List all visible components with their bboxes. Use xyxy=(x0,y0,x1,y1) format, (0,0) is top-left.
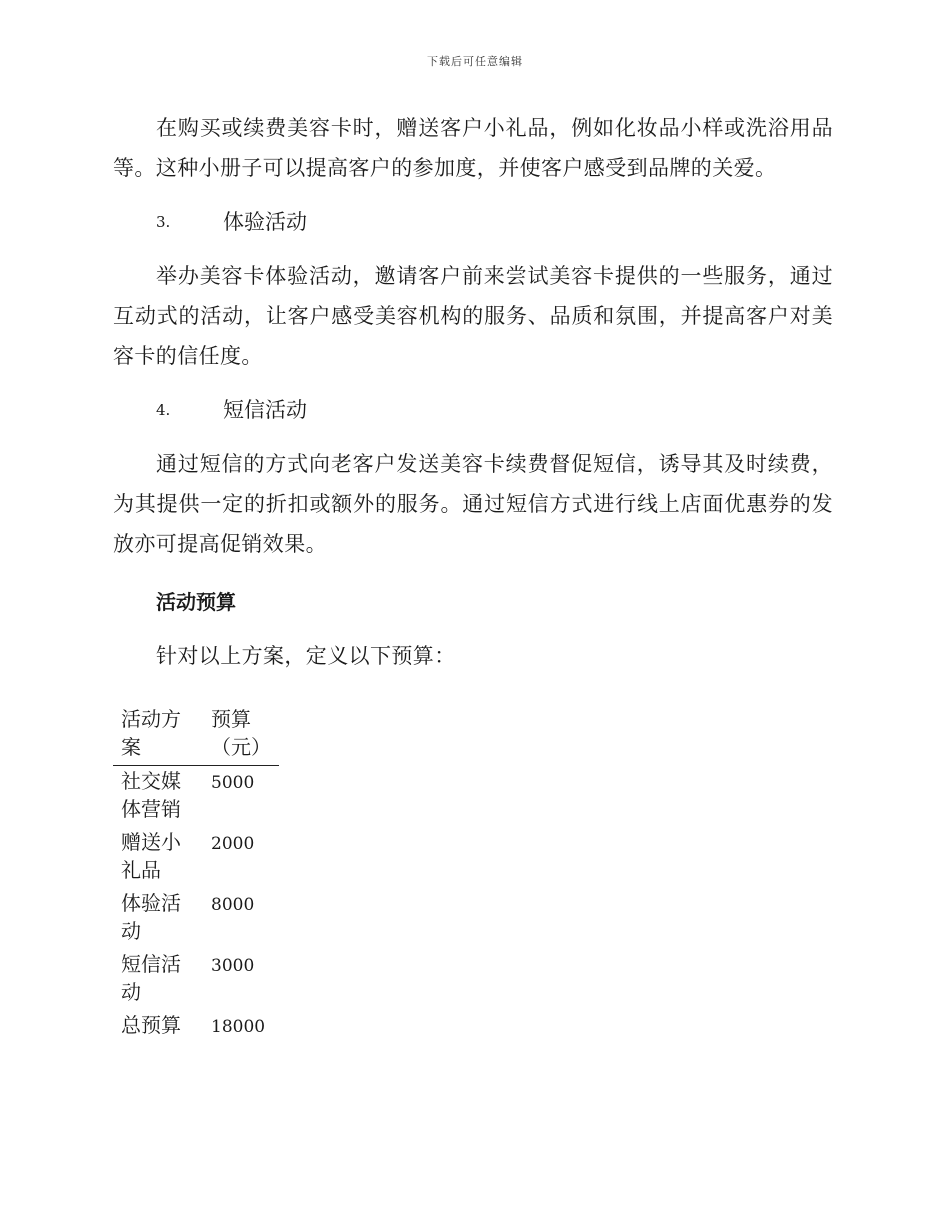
budget-intro: 针对以上方案，定义以下预算： xyxy=(156,644,456,668)
budget-heading: 活动预算 xyxy=(156,590,236,614)
plan-cell: 总预算 xyxy=(121,1013,181,1037)
budget-cell: 8000 xyxy=(211,895,255,915)
plan-cell: 社交媒体营销 xyxy=(121,769,181,821)
sms-paragraph: 通过短信的方式向老客户发送美容卡续费督促短信，诱导其及时续费，为其提供一定的折扣或额外的服务。通过短信方式进行线上店面优惠券的发放亦可提高促销效果。 xyxy=(113,452,833,556)
plan-cell: 体验活动 xyxy=(121,891,181,943)
table-row-total xyxy=(113,1010,279,1045)
section-item-experience xyxy=(113,202,833,242)
budget-cell: 2000 xyxy=(211,834,255,854)
plan-cell: 赠送小礼品 xyxy=(121,830,181,882)
column-header-budget: 预算（元） xyxy=(203,704,279,766)
column-header-plan: 活动方案 xyxy=(113,704,203,766)
table-row xyxy=(113,766,279,828)
experience-paragraph: 举办美容卡体验活动，邀请客户前来尝试美容卡提供的一些服务，通过互动式的活动，让客户感受美容机构的服务、品质和氛围，并提高客户对美容卡的信任度。 xyxy=(113,264,833,368)
item-title: 短信活动 xyxy=(223,398,307,422)
item-number: 4. xyxy=(156,401,171,419)
table-row xyxy=(113,888,279,949)
item-number: 3. xyxy=(156,213,171,231)
table-row xyxy=(113,949,279,1010)
table-header-row xyxy=(113,704,279,766)
table-row xyxy=(113,827,279,888)
page-header: 下载后可任意编辑 xyxy=(427,55,523,68)
plan-cell: 短信活动 xyxy=(121,952,181,1004)
section-item-sms xyxy=(113,390,833,430)
budget-cell: 3000 xyxy=(211,956,255,976)
budget-cell: 5000 xyxy=(211,773,255,793)
document-body xyxy=(113,108,833,1045)
budget-table xyxy=(113,704,279,1045)
budget-cell: 18000 xyxy=(211,1017,266,1037)
item-title: 体验活动 xyxy=(223,210,307,234)
gift-paragraph: 在购买或续费美容卡时，赠送客户小礼品，例如化妆品小样或洗浴用品等。这种小册子可以提高客户的参加度，并使客户感受到品牌的关爱。 xyxy=(113,116,833,180)
